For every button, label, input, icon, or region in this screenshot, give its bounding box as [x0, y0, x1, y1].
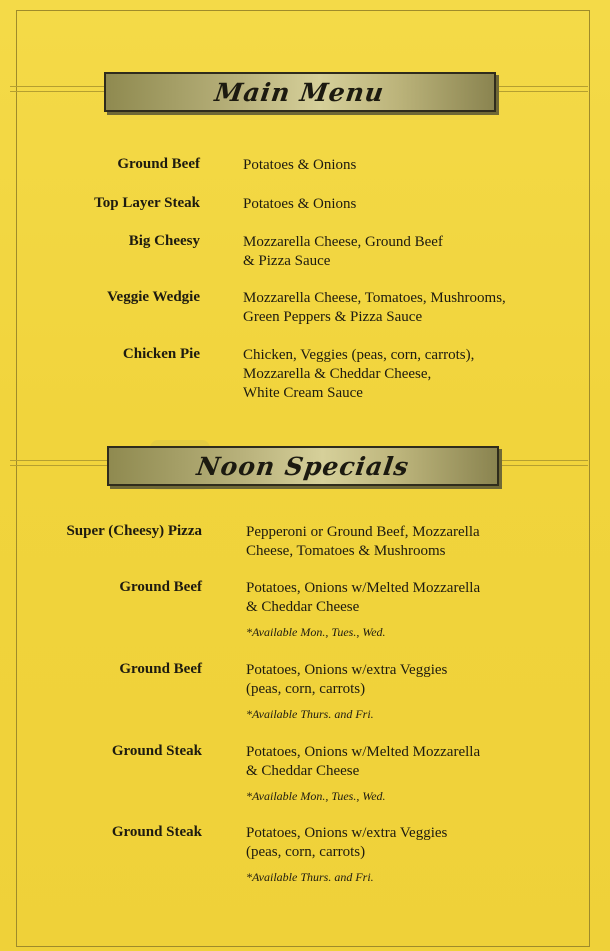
description-line: Chicken, Veggies (peas, corn, carrots),	[243, 347, 475, 363]
item-name: Chicken Pie	[122, 346, 200, 362]
availability-note: *Available Thurs. and Fri.	[246, 870, 374, 884]
availability-note: *Available Thurs. and Fri.	[246, 707, 374, 721]
item-name: Big Cheesy	[128, 233, 200, 249]
item-description	[243, 346, 474, 403]
description-line: Potatoes, Onions w/Melted Mozzarella	[246, 744, 481, 760]
description-line: & Cheddar Cheese	[246, 763, 360, 779]
description-line: Potatoes, Onions w/Melted Mozzarella	[246, 580, 481, 596]
item-description	[243, 156, 356, 175]
description-line: Potatoes, Onions w/extra Veggies	[246, 662, 448, 678]
item-description	[246, 579, 480, 642]
description-line: Mozzarella & Cheddar Cheese,	[243, 366, 432, 382]
description-line: Mozzarella Cheese, Tomatoes, Mushrooms,	[243, 290, 506, 306]
description-line: Green Peppers & Pizza Sauce	[243, 309, 423, 325]
noon-specials-banner	[107, 446, 499, 486]
item-name: Ground Beef	[119, 661, 202, 677]
description-line: (peas, corn, carrots)	[246, 844, 366, 860]
description-line: Potatoes & Onions	[243, 157, 357, 173]
item-description	[246, 661, 447, 724]
noon-specials-title: Noon Specials	[194, 451, 412, 481]
item-description	[243, 289, 506, 327]
description-line: Potatoes & Onions	[243, 196, 357, 212]
description-line: Cheese, Tomatoes & Mushrooms	[246, 543, 446, 559]
item-name: Top Layer Steak	[94, 195, 200, 211]
main-menu-banner	[104, 72, 496, 112]
main-menu-title: Main Menu	[213, 77, 387, 107]
item-name: Ground Beef	[119, 579, 202, 595]
description-line: White Cream Sauce	[243, 385, 363, 401]
item-description	[243, 195, 356, 214]
item-name: Ground Beef	[117, 156, 200, 172]
description-line: & Pizza Sauce	[243, 253, 331, 269]
availability-note: *Available Mon., Tues., Wed.	[246, 625, 386, 639]
description-line: Potatoes, Onions w/extra Veggies	[246, 825, 448, 841]
availability-note: *Available Mon., Tues., Wed.	[246, 789, 386, 803]
item-description	[243, 233, 443, 271]
description-line: & Cheddar Cheese	[246, 599, 360, 615]
description-line: (peas, corn, carrots)	[246, 681, 366, 697]
item-name: Super (Cheesy) Pizza	[66, 523, 202, 539]
item-name: Ground Steak	[111, 824, 202, 840]
description-line: Mozzarella Cheese, Ground Beef	[243, 234, 443, 250]
item-name: Veggie Wedgie	[107, 289, 200, 305]
item-description	[246, 824, 447, 887]
item-description	[246, 523, 480, 561]
item-description	[246, 743, 480, 806]
item-name: Ground Steak	[111, 743, 202, 759]
description-line: Pepperoni or Ground Beef, Mozzarella	[246, 524, 480, 540]
